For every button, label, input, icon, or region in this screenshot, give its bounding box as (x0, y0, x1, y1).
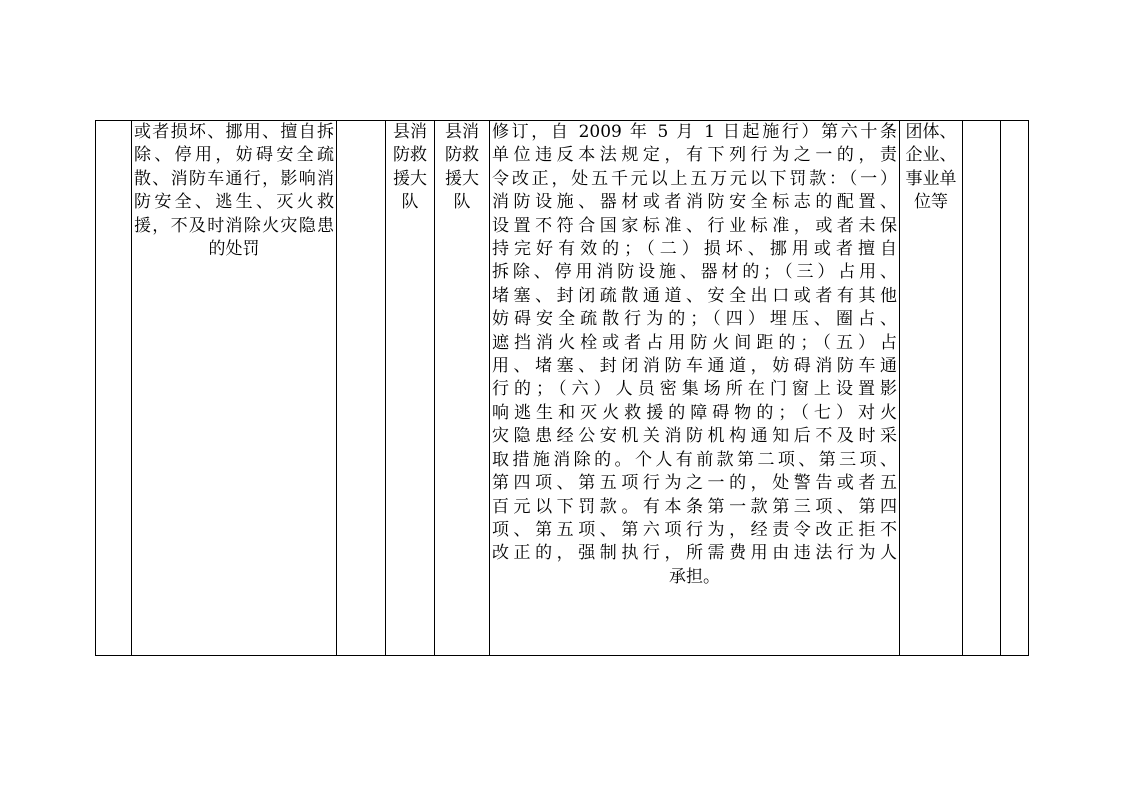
implementing-body-cell: 县消防救援大队 (386, 121, 435, 656)
legal-basis-line: 取措施消除的。个人有前款第二项、第三项、 (492, 449, 897, 470)
legal-basis-line: 堵塞、封闭疏散通道、安全出口或者有其他 (492, 285, 897, 306)
legal-basis-line: 响逃生和灭火救援的障碍物的；（七）对火 (492, 402, 897, 423)
legal-basis-line: 遮挡消火栓或者占用防火间距的；（五）占 (492, 332, 897, 353)
legal-basis-line: 行的；（六）人员密集场所在门窗上设置影 (492, 379, 897, 400)
responsible-body-cell: 县消防救援大队 (435, 121, 490, 656)
legal-basis-line: 项、第五项、第六项行为，经责令改正拒不 (492, 519, 897, 540)
legal-basis-line: 消防设施、器材或者消防安全标志的配置、 (492, 192, 897, 213)
legal-basis-line: 百元以下罚款。有本条第一款第三项、第四 (492, 496, 897, 517)
legal-basis-line: 妨碍安全疏散行为的；（四）埋压、圈占、 (492, 309, 897, 330)
document-table (95, 120, 1029, 656)
legal-basis-line: 用、堵塞、封闭消防车通道，妨碍消防车通 (492, 356, 897, 377)
legal-basis-line: 拆除、停用消防设施、器材的；（三）占用、 (492, 262, 897, 283)
extra-cell-1 (963, 121, 1001, 656)
item-name-cell: 或者损坏、挪用、擅自拆除、停用，妨碍安全疏散、消防车通行，影响消防安全、逃生、灭火救援，不及时消除火灾隐患的处罚 (132, 121, 337, 656)
legal-basis-line: 修订，自 2009 年 5 月 1 日起施行）第六十条 (492, 122, 897, 142)
legal-basis-line: 令改正，处五千元以上五万元以下罚款：（一） (492, 168, 897, 189)
legal-basis-line: 改正的，强制执行，所需费用由违法行为人 (492, 543, 897, 564)
index-cell (96, 121, 132, 656)
target-cell: 团体、企业、事业单位等 (900, 121, 963, 656)
legal-basis-line: 第四项、第五项行为之一的，处警告或者五 (492, 473, 897, 494)
legal-basis-line: 承担。 (669, 566, 720, 587)
legal-basis-line: 设置不符合国家标准、行业标准，或者未保 (492, 215, 897, 236)
legal-basis-line: 持完好有效的；（二）损坏、挪用或者擅自 (492, 239, 897, 260)
legal-basis-cell (490, 121, 900, 656)
table-row (96, 121, 1029, 656)
sub-item-cell (337, 121, 386, 656)
extra-cell-2 (1001, 121, 1029, 656)
legal-basis-line: 灾隐患经公安机关消防机构通知后不及时采 (492, 426, 897, 447)
legal-basis-line: 单位违反本法规定，有下列行为之一的，责 (492, 145, 897, 166)
